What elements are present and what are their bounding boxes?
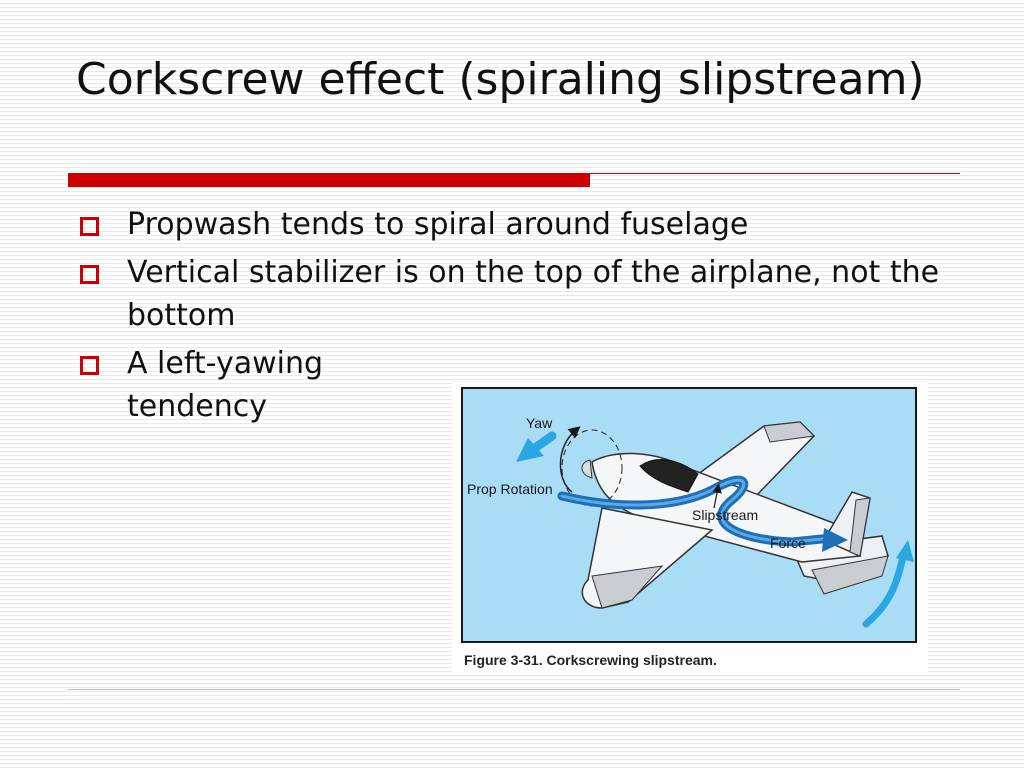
- label-prop-rotation: Prop Rotation: [467, 481, 553, 497]
- square-bullet-icon: [80, 265, 99, 284]
- figure-caption: Figure 3-31. Corkscrewing slipstream.: [464, 652, 717, 668]
- footer-rule: [68, 689, 960, 690]
- bullet-text: A left-yawing tendency: [127, 346, 324, 424]
- label-force: Force: [770, 535, 806, 551]
- bullet-item: [76, 342, 387, 428]
- label-slipstream: Slipstream: [692, 507, 759, 523]
- square-bullet-icon: [80, 356, 99, 375]
- bullet-item: [76, 203, 956, 246]
- airplane-illustration: [452, 380, 928, 650]
- slide-title: Corkscrew effect (spiraling slipstream): [76, 54, 925, 105]
- label-yaw: Yaw: [526, 415, 553, 431]
- square-bullet-icon: [80, 217, 99, 236]
- bullet-text: Propwash tends to spiral around fuselage: [127, 207, 749, 242]
- bullet-item: [76, 251, 956, 337]
- figure-corkscrew-slipstream: [452, 380, 928, 672]
- bullet-text: Vertical stabilizer is on the top of the airplane, not the bottom: [127, 255, 940, 333]
- title-rule-thick: [68, 174, 590, 187]
